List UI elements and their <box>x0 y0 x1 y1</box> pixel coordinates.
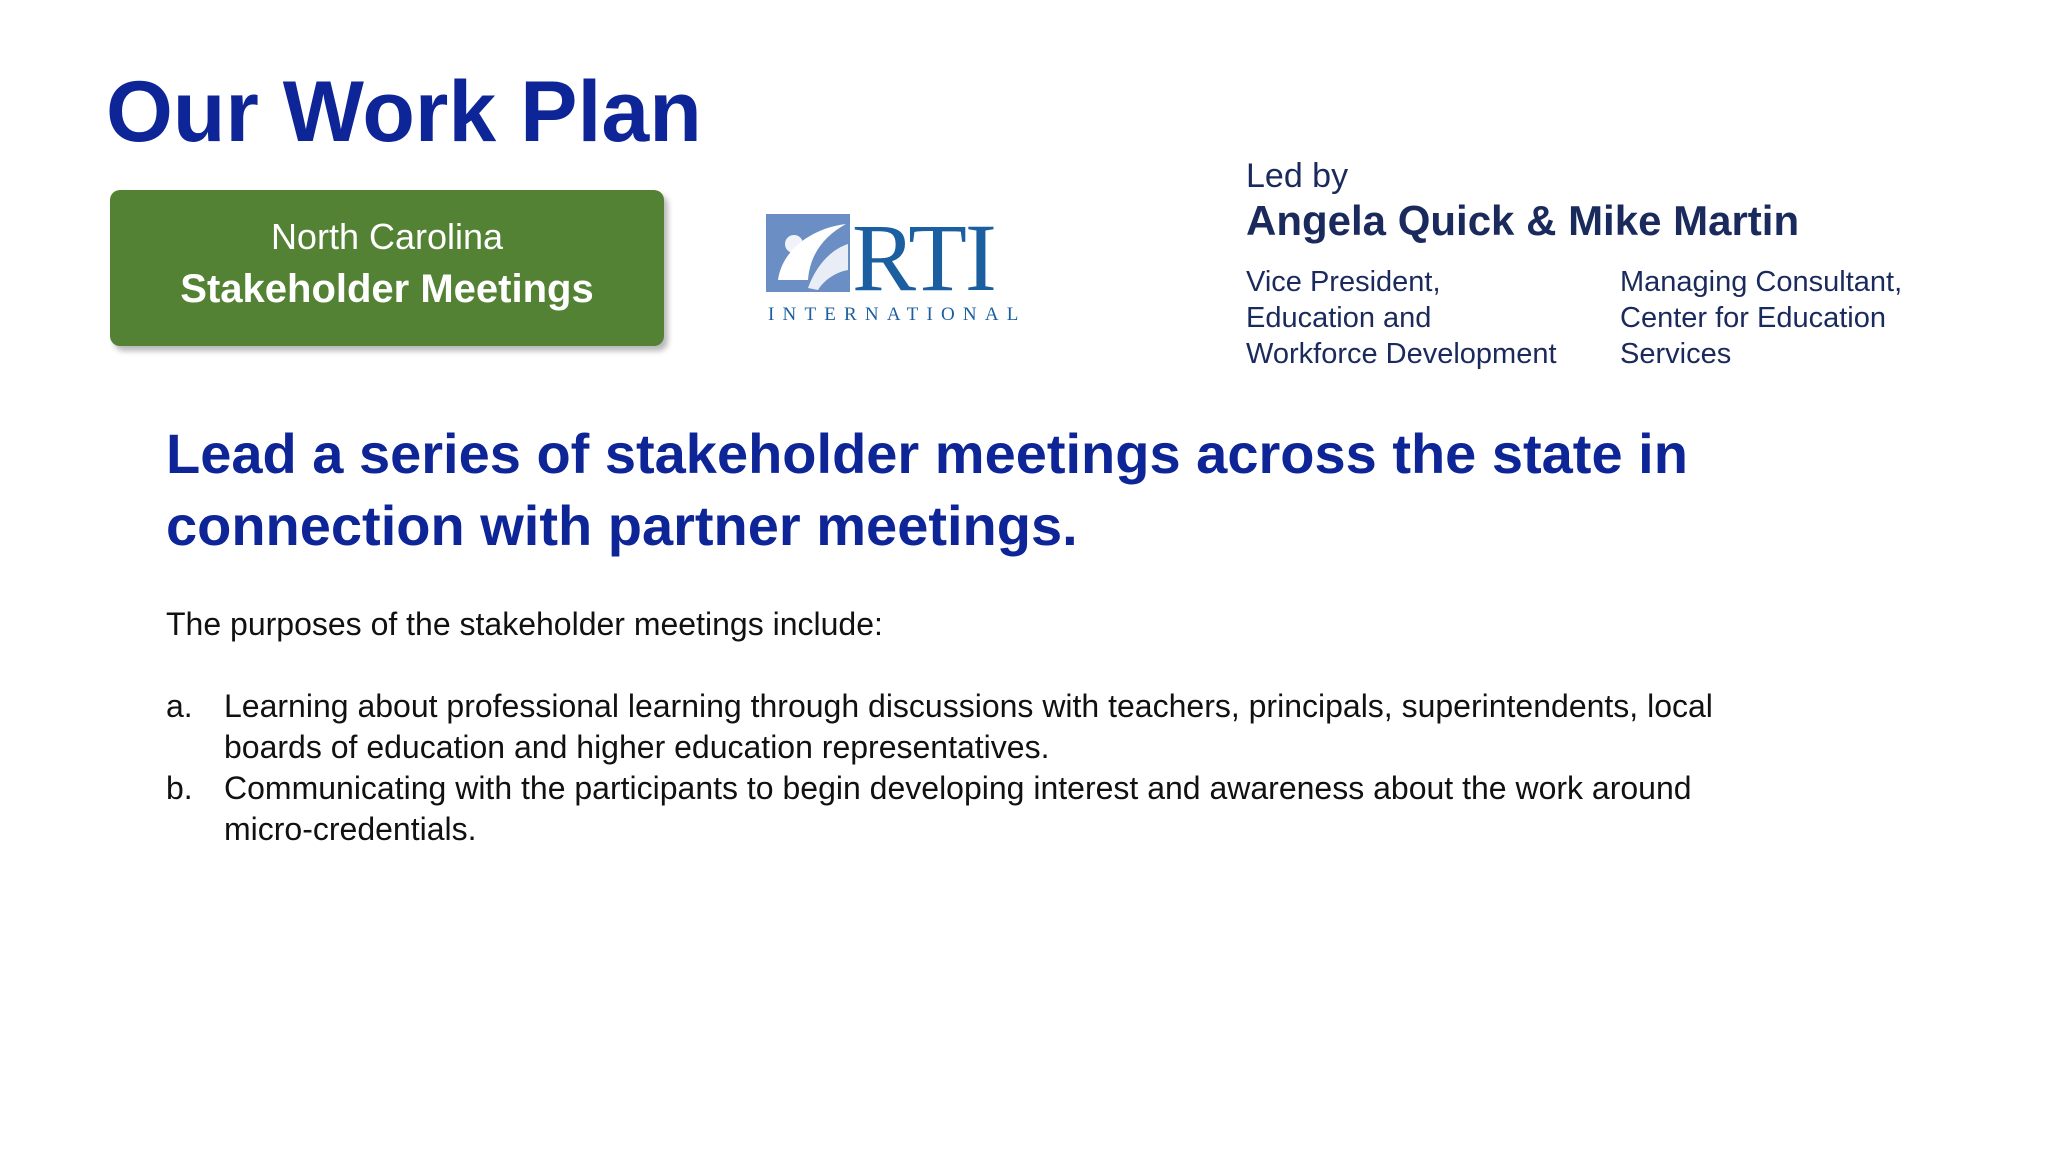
leader-role-consultant <box>1620 264 1902 372</box>
purposes-intro: The purposes of the stakeholder meetings include: <box>166 606 883 642</box>
rti-subtitle: INTERNATIONAL <box>768 304 1027 325</box>
list-marker: b. <box>166 770 193 806</box>
role-line: Education and <box>1246 302 1432 334</box>
list-item-line: Learning about professional learning through discussions with teachers, principals, superintendents, local <box>224 688 1713 724</box>
objective-heading <box>166 418 1926 562</box>
list-item-line: micro-credentials. <box>224 811 477 847</box>
rti-wordmark: RTI <box>852 210 995 311</box>
slide-title: Our Work Plan <box>106 64 702 160</box>
role-line: Services <box>1620 338 1732 370</box>
role-line: Center for Education <box>1620 302 1886 334</box>
role-line: Managing Consultant, <box>1620 266 1903 298</box>
badge-meetings-label: Stakeholder Meetings <box>180 267 594 311</box>
role-line: Vice President, <box>1246 266 1441 298</box>
purposes-list <box>166 686 1866 850</box>
rti-international-logo <box>764 210 1040 326</box>
led-by-label: Led by <box>1246 157 1349 195</box>
list-item-line: boards of education and higher education representatives. <box>224 729 1050 765</box>
list-item-line: Communicating with the participants to begin developing interest and awareness about the work around <box>224 770 1692 806</box>
leader-role-vp <box>1246 264 1557 372</box>
list-item <box>166 768 1866 850</box>
badge-region-label: North Carolina <box>270 216 504 257</box>
objective-line: connection with partner meetings. <box>166 494 1078 557</box>
rti-swirl-icon <box>766 214 850 292</box>
leader-names: Angela Quick & Mike Martin <box>1246 197 1800 244</box>
list-marker: a. <box>166 688 193 724</box>
list-item <box>166 686 1866 768</box>
role-line: Workforce Development <box>1246 338 1557 370</box>
objective-line: Lead a series of stakeholder meetings across the state in <box>166 422 1688 485</box>
stakeholder-meetings-badge <box>110 190 664 346</box>
